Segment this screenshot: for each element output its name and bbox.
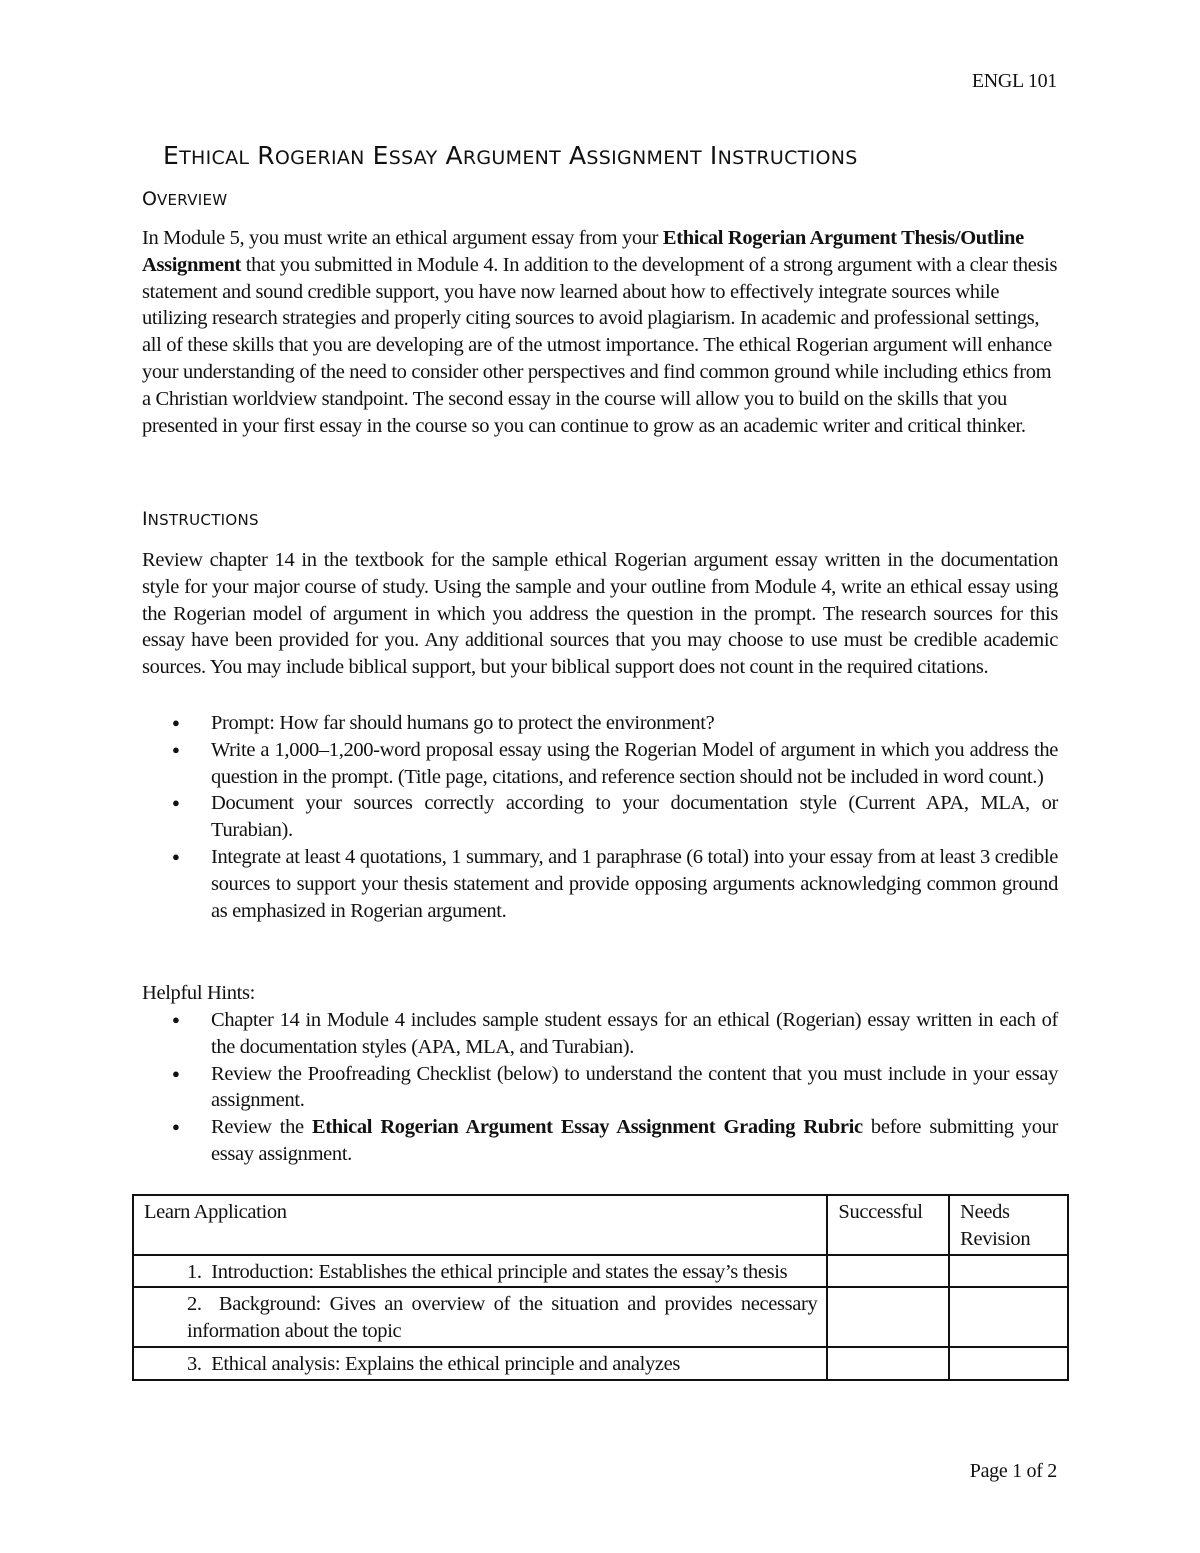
list-item: ● Document your sources correctly according to your documentation style (Current APA, MLA, or Turabian). xyxy=(142,790,1058,844)
table-row xyxy=(133,1347,1068,1380)
assignment-name: Ethical Rogerian Argument Thesis/Outline Assignment xyxy=(142,227,1024,276)
list-item: ● Write a 1,000–1,200-word proposal essay using the Rogerian Model of argument in which you address the question in the prompt. (Title page, citations, and reference section should not be included in word count.) xyxy=(142,737,1058,791)
header-learn-application: Learn Application xyxy=(133,1195,827,1255)
hints-label: Helpful Hints: xyxy=(142,982,255,1004)
document-title xyxy=(163,141,1043,170)
needs-revision-cell[interactable] xyxy=(949,1287,1068,1347)
table-row xyxy=(133,1255,1068,1288)
successful-cell[interactable] xyxy=(827,1347,949,1380)
checklist-item: 1. Introduction: Establishes the ethical principle and states the essay’s thesis xyxy=(133,1255,827,1288)
instructions-heading: INSTRUCTIONS xyxy=(142,508,259,530)
overview-paragraph: In Module 5, you must write an ethical argument essay from your Ethical Rogerian Argument Thesis/Outline Assignment that you submitted in Module 4. In addition to the development of a strong argument with a clear thesis statement and sound credible support, you have now learned about how to effectively integrate sources while utilizing research strategies and properly citing sources to avoid plagiarism. In academic and professional settings, all of these skills that you are developing are of the utmost importance. The ethical Rogerian argument will enhance your understanding of the need to consider other perspectives and find common ground while including ethics from a Christian worldview standpoint. The second essay in the course will allow you to build on the skills that you presented in your first essay in the course so you can continue to grow as an academic writer and critical thinker. xyxy=(142,227,1058,437)
proofreading-checklist-table xyxy=(132,1194,1069,1381)
list-item: ● Review the Proofreading Checklist (below) to understand the content that you must include in your essay assignment. xyxy=(142,1061,1058,1115)
title-word: ASSIGNMENT xyxy=(568,141,702,170)
successful-cell[interactable] xyxy=(827,1287,949,1347)
course-header: ENGL 101 xyxy=(971,70,1057,92)
table-row xyxy=(133,1287,1068,1347)
needs-revision-cell[interactable] xyxy=(949,1255,1068,1288)
title-word: ARGUMENT xyxy=(445,141,562,170)
header-needs-revision: Needs Revision xyxy=(949,1195,1068,1255)
instructions-paragraph: Review chapter 14 in the textbook for the sample ethical Rogerian argument essay written in the documentation style for your major course of study. Using the sample and your outline from Module 4, write an ethical essay using the Rogerian model of argument in which you address the question in the prompt. The research sources for this essay have been provided for you. Any additional sources that you may choose to use must be credible academic sources. You may include biblical support, but your biblical support does not count in the required citations. xyxy=(142,549,1058,679)
list-item: ● Integrate at least 4 quotations, 1 summary, and 1 paraphrase (6 total) into your essay from at least 3 credible sources to support your thesis statement and provide opposing arguments acknowledging common ground as emphasized in Rogerian argument. xyxy=(142,844,1058,924)
title-word: ETHICAL xyxy=(163,141,250,170)
table-header-row xyxy=(133,1195,1068,1255)
needs-revision-cell[interactable] xyxy=(949,1347,1068,1380)
overview-heading: OVERVIEW xyxy=(142,188,228,210)
checklist-item: 3. Ethical analysis: Explains the ethical principle and analyzes xyxy=(133,1347,827,1380)
list-item: ● Chapter 14 in Module 4 includes sample student essays for an ethical (Rogerian) essay written in each of the documentation styles (APA, MLA, and Turabian). xyxy=(142,1007,1058,1061)
hints-list xyxy=(142,1007,1058,1168)
header-successful: Successful xyxy=(827,1195,949,1255)
instructions-list xyxy=(142,710,1058,924)
title-word: ESSAY xyxy=(372,141,438,170)
list-item: ● Review the Ethical Rogerian Argument Essay Assignment Grading Rubric before submitting your essay assignment. xyxy=(142,1114,1058,1168)
successful-cell[interactable] xyxy=(827,1255,949,1288)
title-word: INSTRUCTIONS xyxy=(709,141,858,170)
list-item: ● Prompt: How far should humans go to protect the environment? xyxy=(142,710,1058,737)
checklist-item: 2. Background: Gives an overview of the situation and provides necessary information about the topic xyxy=(133,1287,827,1347)
title-word: ROGERIAN xyxy=(257,141,365,170)
rubric-name: Ethical Rogerian Argument Essay Assignment Grading Rubric xyxy=(311,1116,863,1139)
page-number: Page 1 of 2 xyxy=(969,1460,1057,1482)
